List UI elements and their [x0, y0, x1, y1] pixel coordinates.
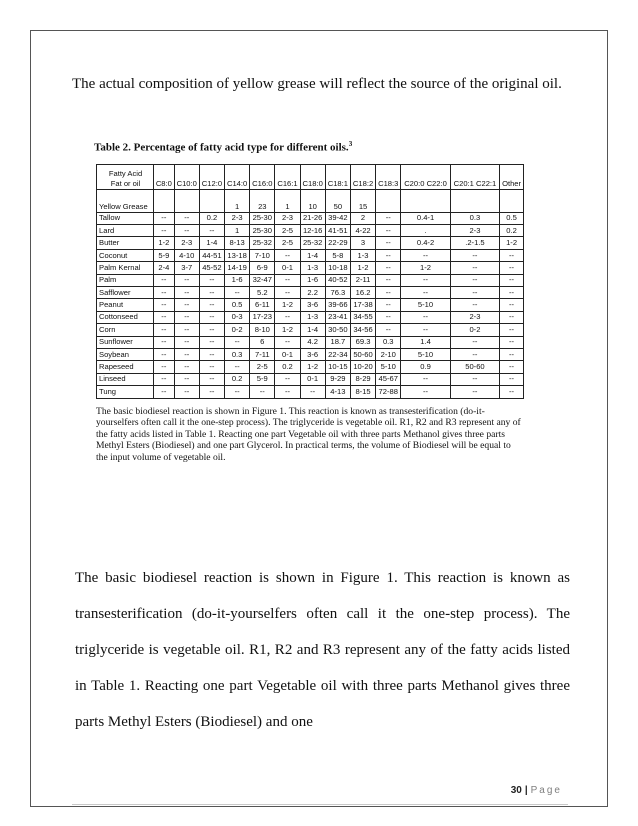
table-cell: 69.3 [350, 336, 375, 348]
table-cell: 1-3 [350, 249, 375, 261]
table-cell: 3-6 [300, 348, 325, 360]
table-cell: 2-3 [450, 311, 499, 323]
table-cell: 17-23 [250, 311, 275, 323]
table-header-row [97, 164, 524, 189]
table-cell [450, 189, 499, 212]
table-cell: -- [275, 336, 300, 348]
table-cell: 8-15 [350, 386, 375, 398]
table-cell: 3-7 [174, 262, 199, 274]
table-cell: 50-60 [450, 361, 499, 373]
table-cell: 0.4-1 [401, 212, 450, 224]
table-cell: -- [154, 299, 175, 311]
table-cell: -- [450, 299, 499, 311]
table-cell: -- [450, 386, 499, 398]
row-label: Sunflower [97, 336, 154, 348]
table-cell: -- [376, 225, 401, 237]
table-figure [84, 140, 536, 463]
table-cell: 2-5 [250, 361, 275, 373]
table-cell: -- [174, 373, 199, 385]
table-cell: 22-29 [325, 237, 350, 249]
table-cell: -- [174, 324, 199, 336]
table-cell: 0.3 [376, 336, 401, 348]
footer-rule [72, 804, 568, 805]
row-label: Palm Kernal [97, 262, 154, 274]
table-cell: 50 [325, 189, 350, 212]
table-cell: 1.4 [401, 336, 450, 348]
table-cell: -- [500, 311, 524, 323]
table-cell: 23-41 [325, 311, 350, 323]
column-header: C16:1 [275, 164, 300, 189]
table-cell: 0.2 [199, 212, 224, 224]
table-cell: -- [154, 212, 175, 224]
table-cell: -- [450, 274, 499, 286]
row-label: Coconut [97, 249, 154, 261]
table-cell: .2-1.5 [450, 237, 499, 249]
table-cell: 7-10 [250, 249, 275, 261]
table-cell: 2-3 [225, 212, 250, 224]
table-cell: 1-4 [300, 249, 325, 261]
table-title [94, 140, 536, 154]
table-cell: 1-2 [275, 299, 300, 311]
table-cell: 3 [350, 237, 375, 249]
table-cell: -- [154, 311, 175, 323]
table-cell: -- [199, 336, 224, 348]
column-header: C18:1 [325, 164, 350, 189]
table-cell: -- [500, 348, 524, 360]
table-cell: -- [225, 386, 250, 398]
table-cell: 12-16 [300, 225, 325, 237]
table-cell: 32-47 [250, 274, 275, 286]
row-label: Cottonseed [97, 311, 154, 323]
table-cell: -- [174, 212, 199, 224]
table-cell: -- [154, 274, 175, 286]
table-cell: -- [275, 249, 300, 261]
table-cell: 1-3 [300, 311, 325, 323]
table-cell: 5-8 [325, 249, 350, 261]
table-cell: 0.5 [500, 212, 524, 224]
table-cell: -- [174, 386, 199, 398]
row-label: Tallow [97, 212, 154, 224]
table-cell: 10-15 [325, 361, 350, 373]
row-label: Safflower [97, 287, 154, 299]
table-cell: 2-4 [154, 262, 175, 274]
table-row [97, 336, 524, 348]
table-cell: 1-2 [300, 361, 325, 373]
table-cell: 6-9 [250, 262, 275, 274]
table-cell: 14-19 [225, 262, 250, 274]
table-cell: 2-11 [350, 274, 375, 286]
table-cell: 1-3 [300, 262, 325, 274]
table-cell: -- [376, 262, 401, 274]
column-header: C14:0 [225, 164, 250, 189]
table-cell: -- [154, 348, 175, 360]
header-corner-cell [97, 164, 154, 189]
table-cell: 5-9 [154, 249, 175, 261]
table-cell: 5.2 [250, 287, 275, 299]
table-cell: 5-10 [376, 361, 401, 373]
table-cell: -- [174, 348, 199, 360]
table-cell: 2-3 [174, 237, 199, 249]
table-cell: 0.3 [225, 348, 250, 360]
header-fatty-acid-label: Fatty Acid [108, 168, 143, 178]
table-cell: -- [500, 262, 524, 274]
table-cell [376, 189, 401, 212]
table-row [97, 373, 524, 385]
table-cell: 1-4 [199, 237, 224, 249]
table-row [97, 386, 524, 398]
table-row [97, 189, 524, 212]
table-cell: -- [199, 287, 224, 299]
page-label: Page [530, 785, 562, 796]
table-cell: -- [199, 373, 224, 385]
table-cell: 10-18 [325, 262, 350, 274]
table-cell: 40-52 [325, 274, 350, 286]
table-cell: -- [199, 324, 224, 336]
table-row [97, 212, 524, 224]
table-cell: 5-10 [401, 348, 450, 360]
table-cell: 1 [275, 189, 300, 212]
table-cell: 4-10 [174, 249, 199, 261]
row-label: Yellow Grease [97, 189, 154, 212]
table-cell: 0.5 [225, 299, 250, 311]
table-cell: -- [199, 348, 224, 360]
table-cell: -- [500, 249, 524, 261]
table-cell: -- [154, 373, 175, 385]
table-cell: -- [376, 299, 401, 311]
row-label: Butter [97, 237, 154, 249]
table-cell: 0.4-2 [401, 237, 450, 249]
figure-caption: The basic biodiesel reaction is shown in Figure 1. This reaction is known as transesterification (do-it-yourselfers often call it the one-step process). The triglyceride is vegetable oil. R1, R2 and R3 represent any of the fatty acids listed in Table 1. Reacting one part Vegetable oil with three parts Methanol gives three parts Methyl Esters (Biodiesel) and one part Glycerol. In practical terms, the volume of Biodiesel will be equal to the input volume of vegetable oil. [96, 405, 521, 463]
table-cell: -- [174, 287, 199, 299]
table-cell [500, 189, 524, 212]
row-label: Lard [97, 225, 154, 237]
table-cell: -- [500, 299, 524, 311]
table-cell: 5-10 [401, 299, 450, 311]
header-fat-or-oil-label: Fat or oil [110, 178, 141, 188]
table-cell: 50-60 [350, 348, 375, 360]
table-cell: 39-66 [325, 299, 350, 311]
table-cell: -- [174, 311, 199, 323]
table-cell: -- [376, 237, 401, 249]
table-row [97, 262, 524, 274]
table-cell: -- [225, 287, 250, 299]
table-row [97, 225, 524, 237]
table-cell: -- [376, 311, 401, 323]
table-cell: -- [174, 336, 199, 348]
table-cell: -- [250, 386, 275, 398]
column-header: C18:0 [300, 164, 325, 189]
table-cell: 34-55 [350, 311, 375, 323]
table-cell: -- [174, 299, 199, 311]
table-cell: -- [376, 249, 401, 261]
table-cell: -- [401, 324, 450, 336]
table-cell: 76.3 [325, 287, 350, 299]
table-cell: -- [225, 361, 250, 373]
table-cell: 1-2 [401, 262, 450, 274]
table-cell: 15 [350, 189, 375, 212]
table-cell: -- [401, 373, 450, 385]
table-cell: 4-13 [325, 386, 350, 398]
table-row [97, 311, 524, 323]
table-cell: 25-32 [250, 237, 275, 249]
table-cell: 0.2 [225, 373, 250, 385]
table-cell: -- [154, 386, 175, 398]
table-cell: 1-6 [225, 274, 250, 286]
column-header: C20:1 C22:1 [450, 164, 499, 189]
table-cell: 2-3 [275, 212, 300, 224]
table-cell: 1 [225, 225, 250, 237]
table-cell: -- [401, 386, 450, 398]
table-cell: 3-6 [300, 299, 325, 311]
table-cell: 0.2 [500, 225, 524, 237]
table-cell: 45-67 [376, 373, 401, 385]
table-cell: 34-56 [350, 324, 375, 336]
table-cell: 21-26 [300, 212, 325, 224]
table-cell: -- [500, 324, 524, 336]
table-cell: -- [450, 348, 499, 360]
table-row [97, 274, 524, 286]
table-row [97, 287, 524, 299]
column-header: C8:0 [154, 164, 175, 189]
column-header: C20:0 C22:0 [401, 164, 450, 189]
table-cell: -- [199, 361, 224, 373]
table-cell: -- [275, 386, 300, 398]
table-cell: -- [500, 336, 524, 348]
table-cell: -- [154, 336, 175, 348]
row-label: Peanut [97, 299, 154, 311]
table-cell: 1-2 [275, 324, 300, 336]
table-cell: 22-34 [325, 348, 350, 360]
paragraph-biodiesel-reaction: The basic biodiesel reaction is shown in Figure 1. This reaction is known as transesterification (do-it-yourselfers often call it the one-step process). The triglyceride is vegetable oil. R1, R2 and R3 represent any of the fatty acids listed in Table 1. Reacting one part Vegetable oil with three parts Methanol gives three parts Methyl Esters (Biodiesel) and one [75, 570, 570, 730]
table-cell: -- [450, 249, 499, 261]
table-cell: 25-30 [250, 212, 275, 224]
table-cell: 10-20 [350, 361, 375, 373]
table-cell: -- [275, 311, 300, 323]
column-header: C18:2 [350, 164, 375, 189]
table-cell: 2-5 [275, 225, 300, 237]
row-label: Soybean [97, 348, 154, 360]
table-cell: -- [154, 324, 175, 336]
table-cell: 23 [250, 189, 275, 212]
table-cell: -- [500, 274, 524, 286]
table-title-text: Table 2. Percentage of fatty acid type for different oils. [94, 141, 349, 154]
table-cell: 0.2 [275, 361, 300, 373]
table-cell [401, 189, 450, 212]
footer-separator: | [524, 785, 528, 796]
table-cell: -- [450, 336, 499, 348]
table-cell: -- [500, 361, 524, 373]
column-header: C16:0 [250, 164, 275, 189]
table-cell: 5-9 [250, 373, 275, 385]
table-cell: -- [275, 373, 300, 385]
table-cell: 39-42 [325, 212, 350, 224]
table-cell: -- [225, 336, 250, 348]
row-label: Tung [97, 386, 154, 398]
table-cell: 4.2 [300, 336, 325, 348]
table-cell: 41-51 [325, 225, 350, 237]
table-cell: -- [199, 299, 224, 311]
table-cell: 0-1 [275, 262, 300, 274]
table-cell: -- [450, 262, 499, 274]
table-cell: 13-18 [225, 249, 250, 261]
table-cell: -- [450, 373, 499, 385]
table-cell: 25-32 [300, 237, 325, 249]
table-cell: -- [500, 287, 524, 299]
table-cell: . [401, 225, 450, 237]
table-cell: -- [376, 212, 401, 224]
table-cell: 10 [300, 189, 325, 212]
table-cell: -- [376, 274, 401, 286]
table-cell: 1 [225, 189, 250, 212]
table-cell: 2 [350, 212, 375, 224]
fatty-acid-table [96, 164, 524, 399]
table-cell: 1-2 [500, 237, 524, 249]
table-cell: 1-4 [300, 324, 325, 336]
table-cell: 0-2 [225, 324, 250, 336]
table-cell: -- [275, 287, 300, 299]
table-cell: 8-29 [350, 373, 375, 385]
table-cell: 6-11 [250, 299, 275, 311]
table-cell: -- [376, 324, 401, 336]
table-row [97, 237, 524, 249]
table-cell: 6 [250, 336, 275, 348]
table-cell: -- [199, 225, 224, 237]
table-cell: -- [450, 287, 499, 299]
table-cell: 2-10 [376, 348, 401, 360]
table-row [97, 348, 524, 360]
table-cell: 4-22 [350, 225, 375, 237]
table-cell: -- [174, 274, 199, 286]
table-row [97, 299, 524, 311]
table-cell: -- [500, 373, 524, 385]
row-label: Palm [97, 274, 154, 286]
column-header: C10:0 [174, 164, 199, 189]
table-cell: 1-2 [154, 237, 175, 249]
table-row [97, 361, 524, 373]
table-body [97, 189, 524, 398]
table-row [97, 324, 524, 336]
table-cell: 0.3 [450, 212, 499, 224]
table-cell: 0-1 [300, 373, 325, 385]
table-cell: 1-6 [300, 274, 325, 286]
table-cell [199, 189, 224, 212]
table-cell: 16.2 [350, 287, 375, 299]
table-title-superscript: 3 [348, 140, 353, 148]
table-cell: 44-51 [199, 249, 224, 261]
column-header: C12:0 [199, 164, 224, 189]
table-cell: 2.2 [300, 287, 325, 299]
paragraph-intro: The actual composition of yellow grease will reflect the source of the original oil. [72, 76, 562, 92]
table-cell: 2-5 [275, 237, 300, 249]
row-label: Corn [97, 324, 154, 336]
page-number: 30 [510, 785, 522, 796]
table-cell: 0-1 [275, 348, 300, 360]
table-cell: -- [401, 274, 450, 286]
table-cell: -- [300, 386, 325, 398]
table-cell: -- [199, 311, 224, 323]
table-cell: 8-10 [250, 324, 275, 336]
table-cell: 9-29 [325, 373, 350, 385]
table-cell: -- [275, 274, 300, 286]
table-cell: -- [154, 361, 175, 373]
column-header: Other [500, 164, 524, 189]
table-row [97, 249, 524, 261]
table-cell: -- [376, 287, 401, 299]
table-cell: -- [500, 386, 524, 398]
table-cell: -- [401, 249, 450, 261]
table-cell: 7-11 [250, 348, 275, 360]
table-cell: -- [199, 274, 224, 286]
row-label: Linseed [97, 373, 154, 385]
table-cell: -- [401, 311, 450, 323]
table-cell: 0-3 [225, 311, 250, 323]
table-cell: 2-3 [450, 225, 499, 237]
table-cell: 17-38 [350, 299, 375, 311]
table-cell: -- [174, 361, 199, 373]
table-cell: 30-50 [325, 324, 350, 336]
table-cell: 72-88 [376, 386, 401, 398]
table-cell: -- [174, 225, 199, 237]
table-cell: 8-13 [225, 237, 250, 249]
table-cell: 25-30 [250, 225, 275, 237]
table-cell: 18.7 [325, 336, 350, 348]
table-cell [174, 189, 199, 212]
table-cell: 45-52 [199, 262, 224, 274]
table-cell: -- [199, 386, 224, 398]
table-cell: -- [401, 287, 450, 299]
table-cell: 0-2 [450, 324, 499, 336]
table-cell: 0.9 [401, 361, 450, 373]
table-cell: -- [154, 225, 175, 237]
column-header: C18:3 [376, 164, 401, 189]
page-footer [511, 785, 562, 796]
table-cell: 1-2 [350, 262, 375, 274]
table-cell: -- [154, 287, 175, 299]
row-label: Rapeseed [97, 361, 154, 373]
table-cell [154, 189, 175, 212]
